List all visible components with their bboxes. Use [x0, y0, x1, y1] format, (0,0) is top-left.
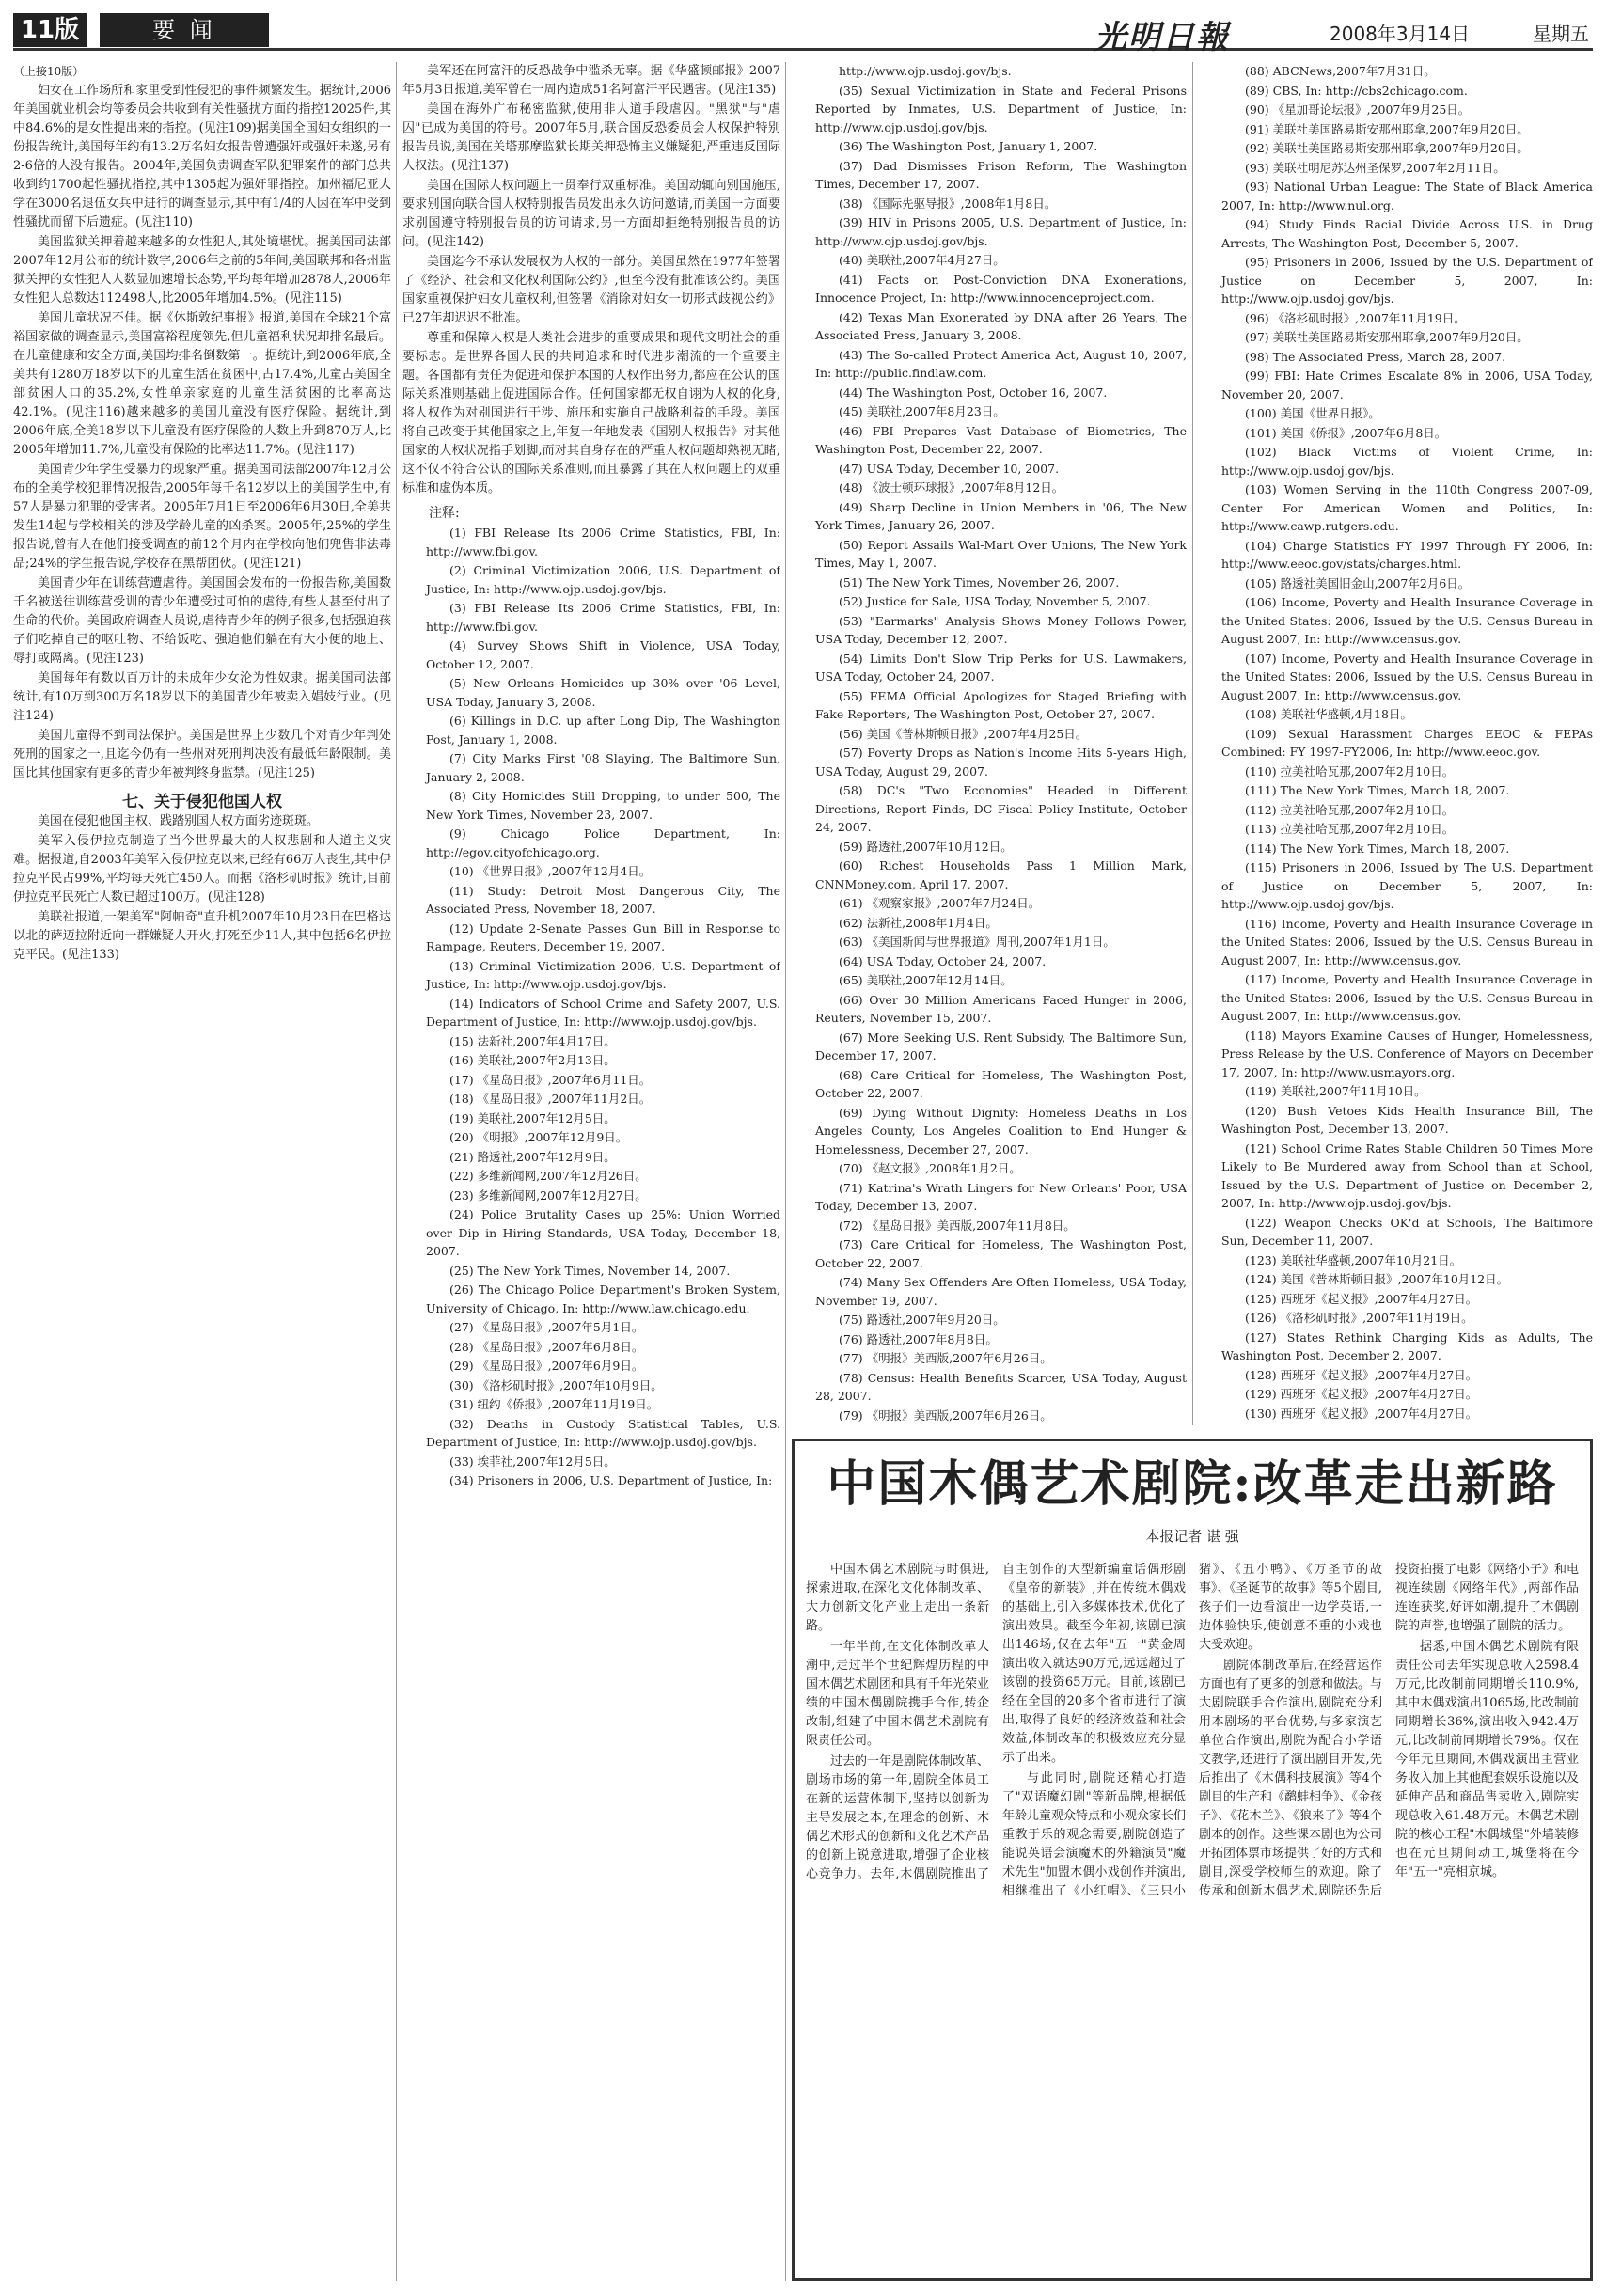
footnote: (99) FBI: Hate Crimes Escalate 8% in 2006, USA Today, November 20, 2007.	[1221, 369, 1593, 401]
footnote: (120) Bush Vetoes Kids Health Insurance Bill, The Washington Post, December 13, 2007.	[1221, 1103, 1593, 1136]
footnote: (21) 路透社,2007年12月9日。	[449, 1149, 616, 1164]
paragraph: 美国在侵犯他国主权、践踏别国人权方面劣迹斑斑。	[38, 814, 320, 828]
footnote: (102) Black Victims of Violent Crime, In: http://www.ojp.usdoj.gov/bjs.	[1221, 445, 1593, 478]
footnote: (57) Poverty Drops as Nation's Income Hits 5-years High, USA Today, August 29, 2007.	[815, 746, 1187, 778]
feature-article	[792, 1439, 1593, 2281]
footnote: (32) Deaths in Custody Statistical Tables, U.S. Department of Justice, In: http://www.ojp.usdoj.gov/bjs.	[426, 1416, 780, 1449]
footnote: (42) Texas Man Exonerated by DNA after 26 Years, The Associated Press, January 3, 2008.	[815, 309, 1187, 342]
footnote: (10) 《世界日报》,2007年12月4日。	[449, 864, 652, 878]
issue-weekday: 星期五	[1533, 23, 1589, 45]
paragraph: 美国儿童状况不佳。据《休斯敦纪事报》报道,美国在全球21个富裕国家做的调查显示,美国富裕程度领先,但儿童福利状况却排名最后。在儿童健康和安全方面,美国均排名倒数第一。据统计,到2006年底,全美共有1280万18岁以下的儿童生活在贫困中,占17.4%,儿童占美国全部贫困人口的35.2%,女性单亲家庭的儿童生活贫困的比率高达42.1%。(见注116)越来越多的美国儿童没有医疗保险。据统计,到2006年底,全美18岁以下儿童没有医疗保险的人数上升到870万人,比2005年增加11.7%,儿童没有保险的比率达11.7%。(见注117)	[13, 311, 391, 457]
footnote: (100) 美国《世界日报》。	[1245, 406, 1380, 420]
footnote: (59) 路透社,2007年10月12日。	[839, 839, 1013, 854]
footnote: (129) 西班牙《起义报》,2007年4月27日。	[1245, 1387, 1478, 1401]
paragraph: 美国迄今不承认发展权为人权的一部分。美国虽然在1977年签署了《经济、社会和文化权利国际公约》,但至今没有批准该公约。美国国家重视保护妇女儿童权利,但签署《消除对妇女一切形式歧视公约》已27年却迟迟不批准。	[402, 255, 780, 325]
paragraph: 美国在国际人权问题上一贯奉行双重标准。美国动辄向别国施压,要求别国向联合国人权特别报告员发出永久访问邀请,而美国一方面要求别国遵守特别报告员的访问请求,另一方面却拒绝特别报告员的访问。(见注142)	[402, 179, 780, 249]
paragraph: 妇女在工作场所和家里受到性侵犯的事件频繁发生。据统计,2006年美国就业机会均等委员会共收到有关性骚扰方面的指控12025件,其中84.6%的是女性提出来的指控。(见注109)据美国全国妇女组织的一份报告统计,美国每年约有13.2万名妇女报告曾遭强奸或强奸未遂,另有2-6倍的人没有报告。2004年,美国负责调查军队犯罪案件的部门总共收到约1700起性骚扰指控,其中1305起为强奸罪指控。加州福尼亚大学在3000名退伍女兵中进行的调查显示,其中有1/4的人因在军中受到性骚扰而留下后遗症。(见注110)	[13, 84, 391, 229]
footnote: (18) 《星岛日报》,2007年11月2日。	[449, 1092, 652, 1106]
footnote: (93) 美联社明尼苏达州圣保罗,2007年2月11日。	[1245, 160, 1505, 175]
footnote: (33) 埃菲社,2007年12月5日。	[449, 1454, 616, 1469]
article-column-2	[402, 62, 780, 2281]
footnote: (45) 美联社,2007年8月23日。	[839, 404, 1005, 418]
footnote: (95) Prisoners in 2006, Issued by the U.S. Department of Justice on December 5, 2007, In: http://www.ojp.usdoj.gov/bjs.	[1221, 255, 1593, 306]
footnote: (22) 多维新闻网,2007年12月26日。	[449, 1169, 647, 1183]
footnote: (38) 《国际先驱导报》,2008年1月8日。	[839, 196, 1057, 211]
paragraph: 一年半前,在文化体制改革大潮中,走过半个世纪辉煌历程的中国木偶艺术剧团和具有千年光荣业绩的中国木偶剧院携手合作,转企改制,组建了中国木偶艺术剧院有限责任公司。	[806, 1640, 990, 1748]
paragraph: 与此同时,剧院还精心打造了"双语魔幻剧"等新品牌,根据低年龄儿童观众特点和小观众家长们重教于乐的观念需要,剧院创造了能说英语会演魔术的外籍演员"魔术先生"加盟木偶小戏创作并演出,相继推出了《小红帽》、《三只小猪》、《丑小鸭》、《万圣节的故事》、《圣诞节的故事》等5个剧目,孩子们一边看演出一边学英语,一边体验快乐,使创意不重的小戏也大受欢迎。	[1002, 1563, 1382, 1898]
paragraph: 美国青少年在训练营遭虐待。美国国会发布的一份报告称,美国数千名被送往训练营受训的青少年遭受过可怕的虐待,有些人甚至付出了生命的代价。美国政府调查人员说,虐待青少年的例子很多,包括强迫孩子们吃掉自己的呕吐物、不给饭吃、强迫他们躺在有大小便的地上、辱打或隔离。(见注123)	[13, 576, 391, 666]
section-subhead: 七、关于侵犯他国人权	[122, 793, 282, 811]
footnote: (88) ABCNews,2007年7月31日。	[1245, 64, 1436, 78]
footnote: (43) The So-called Protect America Act, August 10, 2007, In: http://public.findlaw.com.	[815, 347, 1187, 380]
footnote: (122) Weapon Checks OK'd at Schools, The Baltimore Sun, December 11, 2007.	[1221, 1215, 1593, 1248]
footnote: (28) 《星岛日报》,2007年6月8日。	[449, 1339, 644, 1354]
footnote: (101) 美国《侨报》,2007年6月8日。	[1245, 425, 1447, 440]
footnote: (39) HIV in Prisons 2005, U.S. Department of Justice, In: http://www.ojp.usdoj.gov/bjs.	[815, 215, 1187, 248]
footnote: (118) Mayors Examine Causes of Hunger, Homelessness, Press Release by the U.S. Conference of Mayors on December 17, 2007, In: http://www.usmayors.org.	[1221, 1028, 1593, 1079]
footnote: (105) 路透社美国旧金山,2007年2月6日。	[1245, 575, 1471, 590]
footnote: (117) Income, Poverty and Health Insurance Coverage in the United States: 2006, Issued by the U.S. Census Bureau in August 2007, In: http://www.census.gov.	[1221, 972, 1593, 1023]
footnote: (2) Criminal Victimization 2006, U.S. Department of Justice, In: http://www.ojp.usdoj.gov/bjs.	[426, 563, 780, 596]
notes-heading: 注释:	[429, 506, 460, 521]
footnote: (121) School Crime Rates Stable Children 50 Times More Likely to Be Murdered away from School than at School, Issued by the U.S. Department of Justice on December 2, 2007, In: http://www.ojp.usdoj.gov/bjs.	[1221, 1140, 1593, 1210]
footnote: (113) 拉美社哈瓦那,2007年2月10日。	[1245, 822, 1455, 836]
article-body	[13, 812, 391, 965]
footnote: (36) The Washington Post, January 1, 2007.	[839, 139, 1098, 153]
notes-list	[792, 62, 1187, 1425]
paragraph: 据悉,中国木偶艺术剧院有限责任公司去年实现总收入2598.4万元,比改制前同期增长110.9%,其中木偶戏演出1065场,比改制前同期增长36%,演出收入942.4万元,比改制前同期增长79%。仅在今年元旦期间,木偶戏演出主营业务收入加上其他配套娱乐设施以及延伸产品和商品售卖收入,剧院实现总收入61.48万元。木偶艺术剧院的核心工程"木偶城堡"外墙装修也在元旦期间动工,城堡将在今年"五一"亮相京城。	[1395, 1640, 1579, 1879]
issue-date: 2008年3月14日	[1330, 23, 1471, 45]
notes-list	[402, 524, 780, 1490]
footnote: (128) 西班牙《起义报》,2007年4月27日。	[1245, 1367, 1478, 1382]
footnote: (107) Income, Poverty and Health Insurance Coverage in the United States: 2006, Issued by the U.S. Census Bureau in August 2007, In: http://www.census.gov.	[1221, 651, 1593, 702]
footnote: (126) 《洛杉矶时报》,2007年11月19日。	[1245, 1311, 1473, 1325]
footnote: (47) USA Today, December 10, 2007.	[839, 461, 1060, 476]
footnote: (123) 美联社华盛顿,2007年10月21日。	[1245, 1252, 1462, 1267]
footnote: (97) 美联社美国路易斯安那州耶拿,2007年9月20日。	[1245, 330, 1529, 344]
column-divider	[1192, 62, 1193, 1425]
footnote: (98) The Associated Press, March 28, 2007.	[1245, 349, 1506, 364]
footnote: (4) Survey Shows Shift in Violence, USA Today, October 12, 2007.	[426, 638, 780, 671]
footnote: (40) 美联社,2007年4月27日。	[839, 253, 1005, 267]
paragraph: 美联社报道,一架美军"阿帕奇"直升机2007年10月23日在巴格达以北的萨迈拉附近向一群嫌疑人开火,打死至少11人,其中包括6名伊拉克平民。(见注133)	[13, 910, 391, 962]
footnote: (34) Prisoners in 2006, U.S. Department of Justice, In:	[449, 1473, 773, 1487]
footnote: (130) 西班牙《起义报》,2007年4月27日。	[1245, 1406, 1478, 1421]
footnote: (13) Criminal Victimization 2006, U.S. Department of Justice, In: http://www.ojp.usdoj.gov/bjs.	[426, 958, 780, 991]
footnote: (53) "Earmarks" Analysis Shows Money Follows Power, USA Today, December 12, 2007.	[815, 613, 1187, 646]
footnote: (44) The Washington Post, October 16, 2007.	[839, 385, 1108, 400]
footnote: (77) 《明报》美西版,2007年6月26日。	[839, 1351, 1052, 1365]
footnote: (56) 美国《普林斯顿日报》,2007年4月25日。	[839, 726, 1088, 741]
paragraph: 美国儿童得不到司法保护。美国是世界上少数几个对青少年判处死刑的国家之一,且迄今仍有一些州对死刑判决没有最低年龄限制。美国比其他国家有更多的青少年被判终身监禁。(见注125)	[13, 729, 391, 780]
footnote: (60) Richest Households Pass 1 Million Mark, CNNMoney.com, April 17, 2007.	[815, 858, 1187, 891]
paragraph: 中国木偶艺术剧院与时俱进,探索进取,在深化文化体制改革、大力创新文化产业上走出一条新路。	[806, 1563, 989, 1633]
footnote: (55) FEMA Official Apologizes for Staged Briefing with Fake Reporters, The Washington Post, October 27, 2007.	[815, 688, 1187, 721]
notes-column-4	[1198, 62, 1593, 1425]
paragraph: 美国监狱关押着越来越多的女性犯人,其处境堪忧。据美国司法部2007年12月公布的统计数字,2006年之前的5年间,美国联邦和各州监狱关押的女性犯人人数显加速增长态势,平均每年增加2878人,2006年女性犯人总数达112498人,比2005年增加4.5%。(见注115)	[13, 235, 391, 306]
feature-byline: 本报记者 谌 强	[1145, 1528, 1239, 1545]
footnote: (116) Income, Poverty and Health Insurance Coverage in the United States: 2006, Issued by the U.S. Census Bureau in August 2007, In: http://www.census.gov.	[1221, 916, 1593, 967]
footnote: (1) FBI Release Its 2006 Crime Statistics, FBI, In: http://www.fbi.gov.	[426, 526, 780, 558]
footnote: (125) 西班牙《起义报》,2007年4月27日。	[1245, 1291, 1478, 1306]
footnote: http://www.ojp.usdoj.gov/bjs.	[839, 64, 1012, 78]
footnote: (94) Study Finds Racial Divide Across U.S. in Drug Arrests, The Washington Post, December 5, 2007.	[1221, 217, 1593, 250]
footnote: (66) Over 30 Million Americans Faced Hunger in 2006, Reuters, November 15, 2007.	[815, 992, 1187, 1025]
footnote: (111) The New York Times, March 18, 2007.	[1245, 783, 1510, 797]
footnote: (3) FBI Release Its 2006 Crime Statistics, FBI, In: http://www.fbi.gov.	[426, 601, 780, 634]
footnote: (9) Chicago Police Department, In: http://egov.cityofchicago.org.	[426, 826, 780, 859]
footnote: (51) The New York Times, November 26, 2007.	[839, 574, 1120, 590]
footnote: (64) USA Today, October 24, 2007.	[839, 953, 1047, 968]
footnote: (20) 《明报》,2007年12月9日。	[449, 1130, 628, 1144]
masthead	[13, 9, 1593, 56]
article-body	[13, 82, 391, 783]
footnote: (52) Justice for Sale, USA Today, November 5, 2007.	[839, 594, 1151, 608]
paragraph: 美军还在阿富汗的反恐战争中滥杀无辜。据《华盛顿邮报》2007年5月3日报道,美军曾在一周内造成51名阿富汗平民遇害。(见注135)	[402, 64, 780, 97]
page-number: 11版	[13, 13, 87, 47]
footnote: (73) Care Critical for Homeless, The Washington Post, October 22, 2007.	[815, 1237, 1187, 1270]
footnote: (75) 路透社,2007年9月20日。	[839, 1313, 1005, 1327]
footnote: (19) 美联社,2007年12月5日。	[449, 1110, 616, 1125]
footnote: (78) Census: Health Benefits Scarcer, USA Today, August 28, 2007.	[815, 1370, 1187, 1403]
footnote: (68) Care Critical for Homeless, The Washington Post, October 22, 2007.	[815, 1067, 1187, 1100]
footnote: (108) 美联社华盛顿,4月18日。	[1245, 707, 1412, 721]
footnote: (70) 《赵文报》,2008年1月2日。	[839, 1161, 1021, 1175]
footnote: (67) More Seeking U.S. Rent Subsidy, The Baltimore Sun, December 17, 2007.	[815, 1030, 1187, 1062]
article-body	[402, 62, 780, 498]
footnote: (63) 《美国新闻与世界报道》周刊,2007年1月1日。	[839, 935, 1115, 949]
footnote: (48) 《波士顿环球报》,2007年8月12日。	[839, 480, 1064, 495]
footnote: (7) City Marks First '08 Slaying, The Baltimore Sun, January 2, 2008.	[426, 751, 780, 784]
footnote: (71) Katrina's Wrath Lingers for New Orleans' Poor, USA Today, December 13, 2007.	[815, 1180, 1187, 1213]
footnote: (25) The New York Times, November 14, 2007.	[449, 1263, 731, 1278]
newspaper-logo: 光明日報	[1094, 19, 1230, 56]
paragraph: 过去的一年是剧院体制改革、剧场市场的第一年,剧院全体员工在新的运营体制下,坚持以创新为主导发展之本,在理念的创新、木偶艺术形式的创新和文化艺术产品的创新上锐意进取,增强了企业核心竞争力。去年,木偶剧院推出了自主创作的大型新编童话偶形剧《皇帝的新装》,并在传统木偶戏的基础上,引入多媒体技术,优化了演出效果。截至今年初,该剧已演出146场,仅在去年"五一"黄金周演出收入就达90万元,远远超过了该剧的投资65万元。目前,该剧已经在全国的20多个省市进行了演出,取得了良好的经济效益和社会效益,体制改革的积极效应充分显示了出来。	[806, 1563, 1186, 1881]
paragraph: 剧院体制改革后,在经营运作方面也有了更多的创意和做法。与大剧院联手合作演出,剧院充分利用本剧场的平台优势,与多家演艺单位合作演出,剧院为配合小学语文教学,还进行了演出剧目开发,先后推出了《木偶科技展演》等4个剧目的生产和《鹬蚌相争》、《金孩子》、《花木兰》、《狼来了》等4个剧本的创作。这些课本剧也为公司开拓团体票市场提供了好的方式和剧目,深受学校师生的欢迎。除了传承和创新木偶艺术,剧院还先后投资拍摄了电影《网络小子》和电视连续剧《网络年代》,两部作品连连获奖,好评如潮,提升了木偶剧院的声誉,也增强了剧院的活力。	[1199, 1563, 1579, 1898]
footnote: (106) Income, Poverty and Health Insurance Coverage in the United States: 2006, Issued by the U.S. Census Bureau in August 2007, In: http://www.census.gov.	[1221, 595, 1593, 646]
footnote: (127) States Rethink Charging Kids as Adults, The Washington Post, December 2, 2007.	[1221, 1329, 1593, 1362]
footnote: (27) 《星岛日报》,2007年5月1日。	[449, 1320, 644, 1334]
footnote: (17) 《星岛日报》,2007年6月11日。	[449, 1072, 652, 1087]
paragraph: 美国青少年学生受暴力的现象严重。据美国司法部2007年12月公布的全美学校犯罪情况报告,2005年每千名12岁以上的美国学生中,有57人是暴力犯罪的受害者。2005年7月1日至2006年6月30日,全美共发生14起与学校相关的涉及学龄儿童的凶杀案。2005年,25%的学生报告说,曾有人在他们接受调查的前12个月内在学校向他们兜售非法毒品;24%的学生报告说,学校存在黑帮团伙。(见注121)	[13, 463, 391, 571]
footnote: (41) Facts on Post-Conviction DNA Exonerations, Innocence Project, In: http://www.innocenceproject.com.	[815, 272, 1187, 305]
footnote: (92) 美联社美国路易斯安那州耶拿,2007年9月20日。	[1245, 141, 1529, 155]
footnote: (5) New Orleans Homicides up 30% over '06 Level, USA Today, January 3, 2008.	[426, 676, 780, 709]
footnote: (31) 纽约《侨报》,2007年11月19日。	[449, 1397, 659, 1411]
feature-headline: 中国木偶艺术剧院:改革走出新路	[827, 1455, 1558, 1513]
footnote: (8) City Homicides Still Dropping, to under 500, The New York Times, November 23, 2007.	[426, 789, 780, 822]
column-divider	[785, 62, 786, 2281]
footnote: (54) Limits Don't Slow Trip Perks for U.S. Lawmakers, USA Today, October 24, 2007.	[815, 651, 1187, 684]
footnote: (115) Prisoners in 2006, Issued by The U.S. Department of Justice on December 5, 2007, In: http://www.ojp.usdoj.gov/bjs.	[1221, 860, 1593, 911]
footnote	[1198, 1423, 1593, 1425]
footnote: (124) 美国《普林斯顿日报》,2007年10月12日。	[1245, 1272, 1509, 1286]
footnote: (50) Report Assails Wal-Mart Over Unions, The New York Times, May 1, 2007.	[815, 537, 1187, 570]
continuation-note: （上接10版）	[13, 65, 85, 78]
footnote: (24) Police Brutality Cases up 25%: Union Worried over Dip in Hiring Standards, USA Today, December 18, 2007.	[426, 1207, 780, 1258]
footnote: (46) FBI Prepares Vast Database of Biometrics, The Washington Post, December 22, 2007.	[815, 423, 1187, 456]
footnote: (96) 《洛杉矶时报》,2007年11月19日。	[1245, 310, 1466, 325]
footnote: (79) 《明报》美西版,2007年6月26日。	[839, 1407, 1052, 1423]
footnote: (37) Dad Dismisses Prison Reform, The Washington Times, December 17, 2007.	[815, 158, 1187, 191]
footnote: (30) 《洛杉矶时报》,2007年10月9日。	[449, 1377, 663, 1392]
notes-list	[1198, 62, 1593, 1425]
paragraph: 尊重和保障人权是人类社会进步的重要成果和现代文明社会的重要标志。是世界各国人民的共同追求和时代进步潮流的一个重要主题。各国都有责任为促进和保护本国的人权作出努力,都应在公认的国际关系准则基础上促进国际合作。任何国家都无权自诩为人权的化身,将人权作为对别国进行干涉、施压和实施自己战略利益的手段。美国将自己改变于其他国家之上,年复一年地发表《国别人权报告》对其他国家的人权状况指手划脚,而对其自身存在的严重人权问题却熟视无睹,这不仅不符合公认的国际关系准则,而且暴露了其在人权问题上的双重标准和虚伪本质。	[402, 331, 780, 495]
notes-column-3	[792, 62, 1187, 1425]
footnote: (109) Sexual Harassment Charges EEOC & FEPAs Combined: FY 1997-FY2006, In: http://www.eeoc.gov.	[1221, 726, 1593, 759]
footnote: (114) The New York Times, March 18, 2007.	[1245, 841, 1510, 856]
paragraph: 美国每年有数以百万计的未成年少女沦为性奴隶。据美国司法部统计,有10万到300万名18岁以下的美国青少年被卖入娼妓行业。(见注124)	[13, 671, 391, 723]
footnote: (110) 拉美社哈瓦那,2007年2月10日。	[1245, 763, 1455, 778]
footnote: (89) CBS, In: http://cbs2chicago.com.	[1245, 83, 1468, 98]
footnote: (69) Dying Without Dignity: Homeless Deaths in Los Angeles County, Los Angeles Coalition to End Hunger & Homelessness, December 27, 2007.	[815, 1105, 1187, 1156]
footnote: (58) DC's "Two Economies" Headed in Different Directions, Report Finds, DC Fiscal Policy Institute, October 24, 2007.	[815, 783, 1187, 834]
paragraph: 美国在海外广布秘密监狱,使用非人道手段虐囚。"黑狱"与"虐囚"已成为美国的符号。2007年5月,联合国反恐委员会人权保护特别报告员说,美国在关塔那摩监狱长期关押恐怖主义嫌疑犯,严重违反国际人权法。(见注137)	[402, 102, 780, 173]
footnote: (61) 《观察家报》,2007年7月24日。	[839, 896, 1041, 910]
footnote: (62) 法新社,2008年1月4日。	[839, 915, 998, 930]
footnote: (11) Study: Detroit Most Dangerous City, The Associated Press, November 18, 2007.	[426, 883, 780, 916]
footnote: (23) 多维新闻网,2007年12月27日。	[449, 1187, 647, 1203]
footnote: (72) 《星岛日报》美西版,2007年11月8日。	[839, 1218, 1076, 1233]
paragraph: 美军入侵伊拉克制造了当今世界最大的人权悲剧和人道主义灾难。据报道,自2003年美军入侵伊拉克以来,已经有66万人丧生,其中伊拉克平民占99%,平均每天死亡450人。而据《洛杉矶时报》统计,目前伊拉克平民死亡人数已超过100万。(见注128)	[13, 834, 391, 904]
footnote: (91) 美联社美国路易斯安那州耶拿,2007年9月20日。	[1245, 121, 1529, 136]
footnote: (93) National Urban League: The State of Black America 2007, In: http://www.nul.org.	[1221, 180, 1593, 212]
footnote: (74) Many Sex Offenders Are Often Homeless, USA Today, November 19, 2007.	[815, 1275, 1187, 1308]
footnote: (12) Update 2-Senate Passes Gun Bill in Response to Rampage, Reuters, December 19, 2007.	[426, 920, 780, 953]
footnote: (112) 拉美社哈瓦那,2007年2月10日。	[1245, 802, 1455, 817]
footnote: (14) Indicators of School Crime and Safety 2007, U.S. Department of Justice, In: http://www.ojp.usdoj.gov/bjs.	[426, 996, 780, 1029]
footnote: (65) 美联社,2007年12月14日。	[839, 973, 1013, 987]
footnote: (29) 《星岛日报》,2007年6月9日。	[449, 1359, 644, 1373]
footnote: (15) 法新社,2007年4月17日。	[449, 1033, 616, 1048]
article-column-1	[13, 62, 391, 2281]
feature-body	[806, 1561, 1579, 2219]
footnote: (6) Killings in D.C. up after Long Dip, The Washington Post, January 1, 2008.	[426, 714, 780, 747]
footnote: (119) 美联社,2007年11月10日。	[1245, 1084, 1426, 1098]
footnote: (49) Sharp Decline in Union Members in '06, The New York Times, January 26, 2007.	[815, 499, 1187, 532]
section-label: 要 闻	[100, 13, 269, 47]
footnote: (103) Women Serving in the 110th Congress 2007-09, Center For American Women and Politics, In: http://www.cawp.rutgers.edu.	[1221, 482, 1593, 533]
footnote: (16) 美联社,2007年2月13日。	[449, 1053, 616, 1067]
footnote: (26) The Chicago Police Department's Broken System, University of Chicago, In: http://www.law.chicago.edu.	[426, 1282, 780, 1315]
footnote: (90) 《星加哥论坛报》,2007年9月25日。	[1245, 102, 1471, 117]
footnote: (104) Charge Statistics FY 1997 Through FY 2006, In: http://www.eeoc.gov/stats/charges.html.	[1221, 538, 1593, 571]
footnote: (35) Sexual Victimization in State and Federal Prisons Reported by Inmates, U.S. Department of Justice, In: http://www.ojp.usdoj.gov/bjs.	[815, 83, 1187, 134]
footnote: (76) 路透社,2007年8月8日。	[839, 1331, 998, 1346]
column-divider	[396, 62, 397, 2281]
